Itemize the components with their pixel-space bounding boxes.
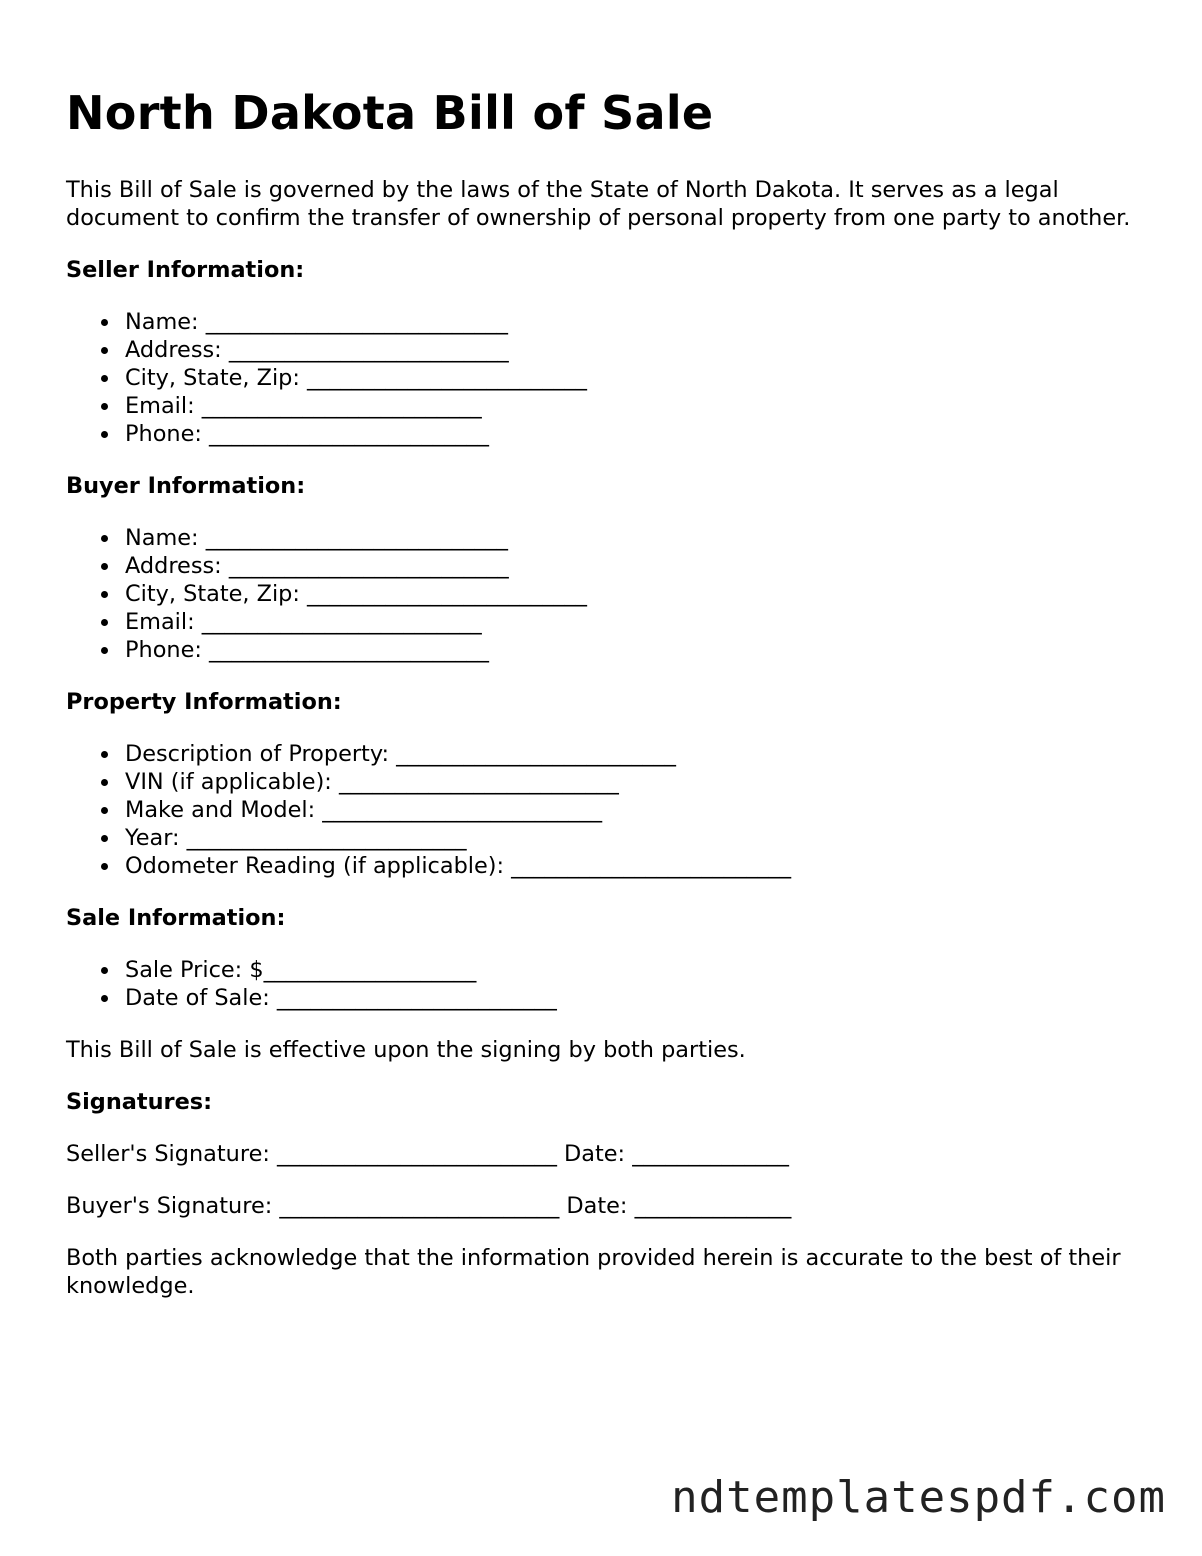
- sale-price-field: Sale Price: $___________________: [125, 956, 1136, 984]
- buyer-signature-line: Buyer's Signature: _________________________ Date: ______________: [66, 1193, 792, 1219]
- seller-phone-field: Phone: _________________________: [125, 420, 1136, 448]
- buyer-name-field: Name: ___________________________: [125, 524, 1136, 552]
- buyer-list: [66, 524, 1136, 664]
- seller-signature-line: Seller's Signature: _________________________ Date: ______________: [66, 1141, 789, 1167]
- buyer-address-field: Address: _________________________: [125, 552, 1136, 580]
- property-vin-field: VIN (if applicable): _________________________: [125, 768, 1136, 796]
- seller-heading: Seller Information:: [66, 257, 305, 283]
- property-list: [66, 740, 1136, 880]
- property-make-model-field: Make and Model: _________________________: [125, 796, 1136, 824]
- buyer-phone-field: Phone: _________________________: [125, 636, 1136, 664]
- sale-heading: Sale Information:: [66, 905, 286, 931]
- seller-email-field: Email: _________________________: [125, 392, 1136, 420]
- property-description-field: Description of Property: _________________________: [125, 740, 1136, 768]
- seller-list: [66, 308, 1136, 448]
- acknowledgement-paragraph: Both parties acknowledge that the information provided herein is accurate to the best of their knowledge.: [66, 1245, 1121, 1299]
- site-watermark: ndtemplatespdf.com: [671, 1472, 1166, 1523]
- sale-list: [66, 956, 1136, 1012]
- seller-city-state-zip-field: City, State, Zip: _________________________: [125, 364, 1136, 392]
- seller-address-field: Address: _________________________: [125, 336, 1136, 364]
- effective-paragraph: This Bill of Sale is effective upon the signing by both parties.: [66, 1037, 746, 1063]
- signatures-heading: Signatures:: [66, 1089, 213, 1115]
- buyer-heading: Buyer Information:: [66, 473, 306, 499]
- buyer-city-state-zip-field: City, State, Zip: _________________________: [125, 580, 1136, 608]
- buyer-email-field: Email: _________________________: [125, 608, 1136, 636]
- sale-date-field: Date of Sale: _________________________: [125, 984, 1136, 1012]
- seller-name-field: Name: ___________________________: [125, 308, 1136, 336]
- intro-paragraph: This Bill of Sale is governed by the laws of the State of North Dakota. It serves as a legal document to confirm the transfer of ownership of personal property from one party to another.: [66, 177, 1131, 231]
- page-title: North Dakota Bill of Sale: [66, 86, 714, 140]
- property-heading: Property Information:: [66, 689, 342, 715]
- document-page: [66, 80, 1136, 1300]
- property-odometer-field: Odometer Reading (if applicable): _________________________: [125, 852, 1136, 880]
- property-year-field: Year: _________________________: [125, 824, 1136, 852]
